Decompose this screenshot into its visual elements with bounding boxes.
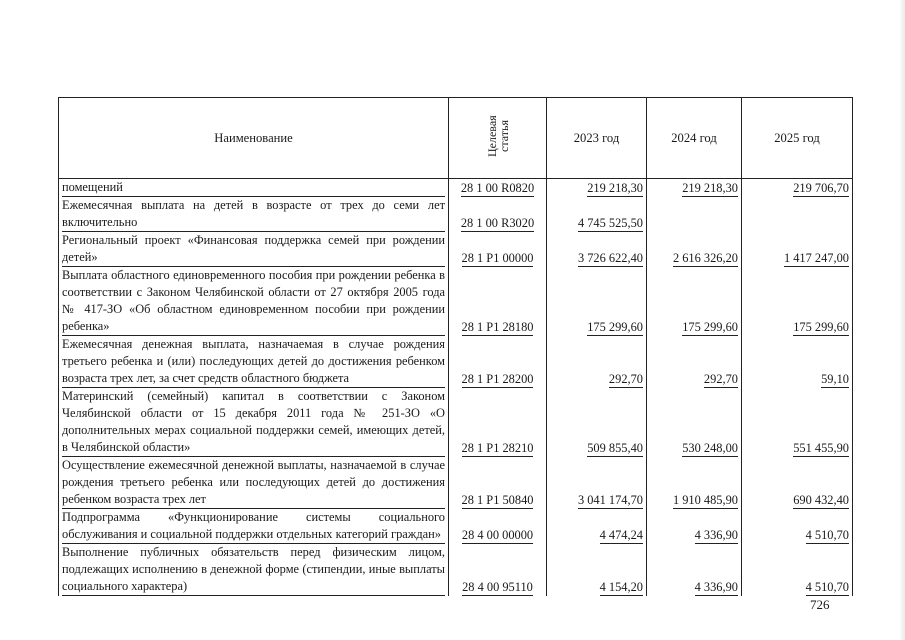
page-number: 726 xyxy=(810,597,830,612)
header-year-2025: 2025 год xyxy=(742,98,853,179)
table-header-row xyxy=(59,98,853,179)
row-value-2023: 4 745 525,50 xyxy=(547,197,647,232)
row-name: Региональный проект «Финансовая поддержка семей при рождении детей» xyxy=(59,232,449,267)
header-year-2023: 2023 год xyxy=(547,98,647,179)
row-name: Осуществление ежемесячной денежной выплаты, назначаемой в случае рождения третьего ребенка или последующих детей до достижения ребенком возраста трех лет xyxy=(59,457,449,509)
table-row xyxy=(59,336,853,388)
row-value-2024: 4 336,90 xyxy=(647,544,742,596)
row-name: Выполнение публичных обязательств перед физическим лицом, подлежащих исполнению в денежной форме (стипендии, иные выплаты социального характера) xyxy=(59,544,449,596)
row-value-2023: 509 855,40 xyxy=(547,388,647,457)
table-row xyxy=(59,197,853,232)
row-code: 28 1 P1 28200 xyxy=(449,336,547,388)
table-row xyxy=(59,179,853,198)
row-value-2025: 1 417 247,00 xyxy=(742,232,853,267)
row-value-2024: 175 299,60 xyxy=(647,267,742,336)
header-name: Наименование xyxy=(59,98,449,179)
row-value-2023: 3 726 622,40 xyxy=(547,232,647,267)
header-target-article xyxy=(449,98,547,179)
row-code: 28 4 00 00000 xyxy=(449,509,547,544)
table-row xyxy=(59,509,853,544)
row-value-2024: 2 616 326,20 xyxy=(647,232,742,267)
row-name: помещений xyxy=(59,179,449,198)
row-value-2025: 59,10 xyxy=(742,336,853,388)
table-row xyxy=(59,267,853,336)
row-code: 28 1 00 R0820 xyxy=(449,179,547,198)
row-value-2025: 551 455,90 xyxy=(742,388,853,457)
table-row xyxy=(59,388,853,457)
row-value-2025: 690 432,40 xyxy=(742,457,853,509)
row-code: 28 4 00 95110 xyxy=(449,544,547,596)
header-code-label: Целевая статья xyxy=(484,115,511,157)
table-row xyxy=(59,457,853,509)
row-code: 28 1 P1 50840 xyxy=(449,457,547,509)
row-value-2024: 4 336,90 xyxy=(647,509,742,544)
row-value-2025 xyxy=(742,197,853,232)
row-name: Ежемесячная выплата на детей в возрасте от трех до семи лет включительно xyxy=(59,197,449,232)
row-value-2023: 175 299,60 xyxy=(547,267,647,336)
row-name: Материнский (семейный) капитал в соответствии с Законом Челябинской области от 15 декабря 2011 года № 251-ЗО «О дополнительных мерах социальной поддержки семей, имеющих детей, в Челябинской области» xyxy=(59,388,449,457)
row-value-2024 xyxy=(647,197,742,232)
row-value-2023: 292,70 xyxy=(547,336,647,388)
row-code: 28 1 00 R3020 xyxy=(449,197,547,232)
row-value-2023: 219 218,30 xyxy=(547,179,647,198)
row-value-2025: 219 706,70 xyxy=(742,179,853,198)
row-code: 28 1 P1 00000 xyxy=(449,232,547,267)
row-value-2023: 4 154,20 xyxy=(547,544,647,596)
row-value-2024: 219 218,30 xyxy=(647,179,742,198)
row-value-2023: 4 474,24 xyxy=(547,509,647,544)
row-value-2024: 292,70 xyxy=(647,336,742,388)
header-year-2024: 2024 год xyxy=(647,98,742,179)
row-value-2025: 4 510,70 xyxy=(742,544,853,596)
row-code: 28 1 P1 28210 xyxy=(449,388,547,457)
table-row xyxy=(59,544,853,596)
row-value-2025: 175 299,60 xyxy=(742,267,853,336)
row-name: Подпрограмма «Функционирование системы социального обслуживания и социальной поддержки отдельных категорий граждан» xyxy=(59,509,449,544)
row-value-2024: 1 910 485,90 xyxy=(647,457,742,509)
row-value-2025: 4 510,70 xyxy=(742,509,853,544)
row-name: Ежемесячная денежная выплата, назначаемая в случае рождения третьего ребенка и (или) последующих детей до достижения ребенком возраста трех лет, за счет средств областного бюджета xyxy=(59,336,449,388)
row-code: 28 1 P1 28180 xyxy=(449,267,547,336)
row-value-2023: 3 041 174,70 xyxy=(547,457,647,509)
page-edge-shadow xyxy=(899,0,905,640)
table-row xyxy=(59,232,853,267)
budget-table xyxy=(58,97,853,596)
row-name: Выплата областного единовременного пособия при рождении ребенка в соответствии с Законом Челябинской области от 27 октября 2005 года № 417-ЗО «Об областном единовременном пособии при рождении ребенка» xyxy=(59,267,449,336)
row-value-2024: 530 248,00 xyxy=(647,388,742,457)
